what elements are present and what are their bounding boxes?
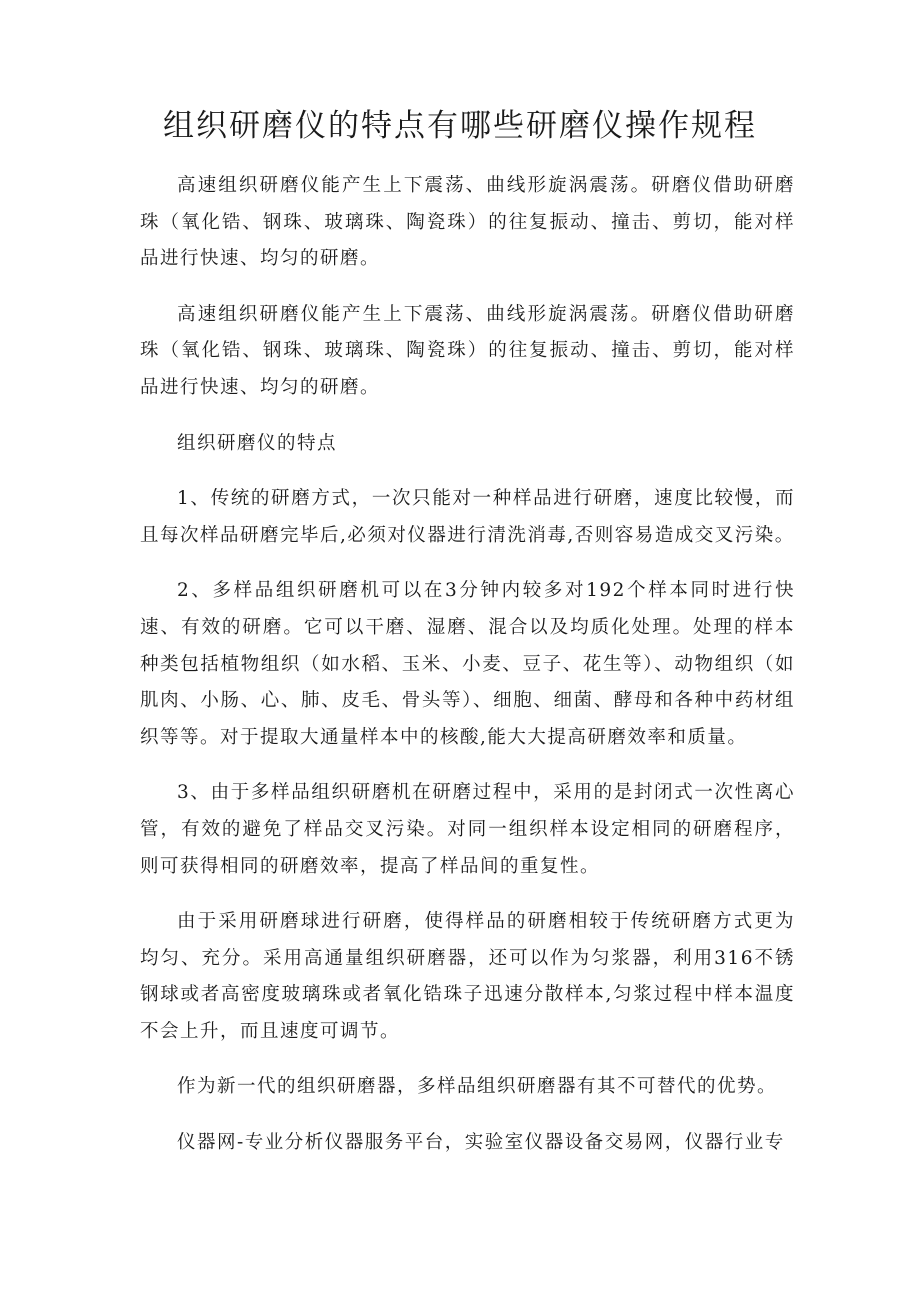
paragraph-footer-note: 仪器网-专业分析仪器服务平台，实验室仪器设备交易网，仪器行业专 bbox=[177, 1132, 785, 1154]
section-heading-features: 组织研磨仪的特点 bbox=[177, 432, 338, 454]
paragraph-feature-3: 3、由于多样品组织研磨机在研磨过程中，采用的是封闭式一次性离心管，有效的避免了样品交叉污染。对同一组织样本设定相同的研磨程序，则可获得相同的研磨效率，提高了样品间的重复性。 bbox=[140, 782, 795, 877]
paragraph-grinding-balls: 由于采用研磨球进行研磨，使得样品的研磨相较于传统研磨方式更为均匀、充分。采用高通量组织研磨器，还可以作为匀浆器，利用316不锈钢球或者高密度玻璃珠或者氧化锆珠子迅速分散样本,匀浆过程中样本温度不会上升，而且速度可调节。 bbox=[140, 911, 795, 1042]
paragraph-advantage: 作为新一代的组织研磨器，多样品组织研磨器有其不可替代的优势。 bbox=[177, 1076, 778, 1098]
paragraph-feature-1: 1、传统的研磨方式，一次只能对一种样品进行研磨，速度比较慢，而且每次样品研磨完毕后,必须对仪器进行清洗消毒,否则容易造成交叉污染。 bbox=[140, 488, 795, 546]
document-body bbox=[140, 168, 795, 1181]
paragraph-feature-2: 2、多样品组织研磨机可以在3分钟内较多对192个样本同时进行快速、有效的研磨。它可以干磨、湿磨、混合以及均质化处理。处理的样本种类包括植物组织（如水稻、玉米、小麦、豆子、花生等）、动物组织（如肌肉、小肠、心、肺、皮毛、骨头等）、细胞、细菌、酵母和各种中药材组织等等。对于提取大通量样本中的核酸,能大大提高研磨效率和质量。 bbox=[140, 580, 795, 748]
paragraph-intro-2: 高速组织研磨仪能产生上下震荡、曲线形旋涡震荡。研磨仪借助研磨珠（氧化锆、钢珠、玻璃珠、陶瓷珠）的往复振动、撞击、剪切，能对样品进行快速、均匀的研磨。 bbox=[140, 303, 795, 398]
document-title: 组织研磨仪的特点有哪些研磨仪操作规程 bbox=[163, 108, 757, 144]
paragraph-intro-1: 高速组织研磨仪能产生上下震荡、曲线形旋涡震荡。研磨仪借助研磨珠（氧化锆、钢珠、玻璃珠、陶瓷珠）的往复振动、撞击、剪切，能对样品进行快速、均匀的研磨。 bbox=[140, 175, 795, 270]
